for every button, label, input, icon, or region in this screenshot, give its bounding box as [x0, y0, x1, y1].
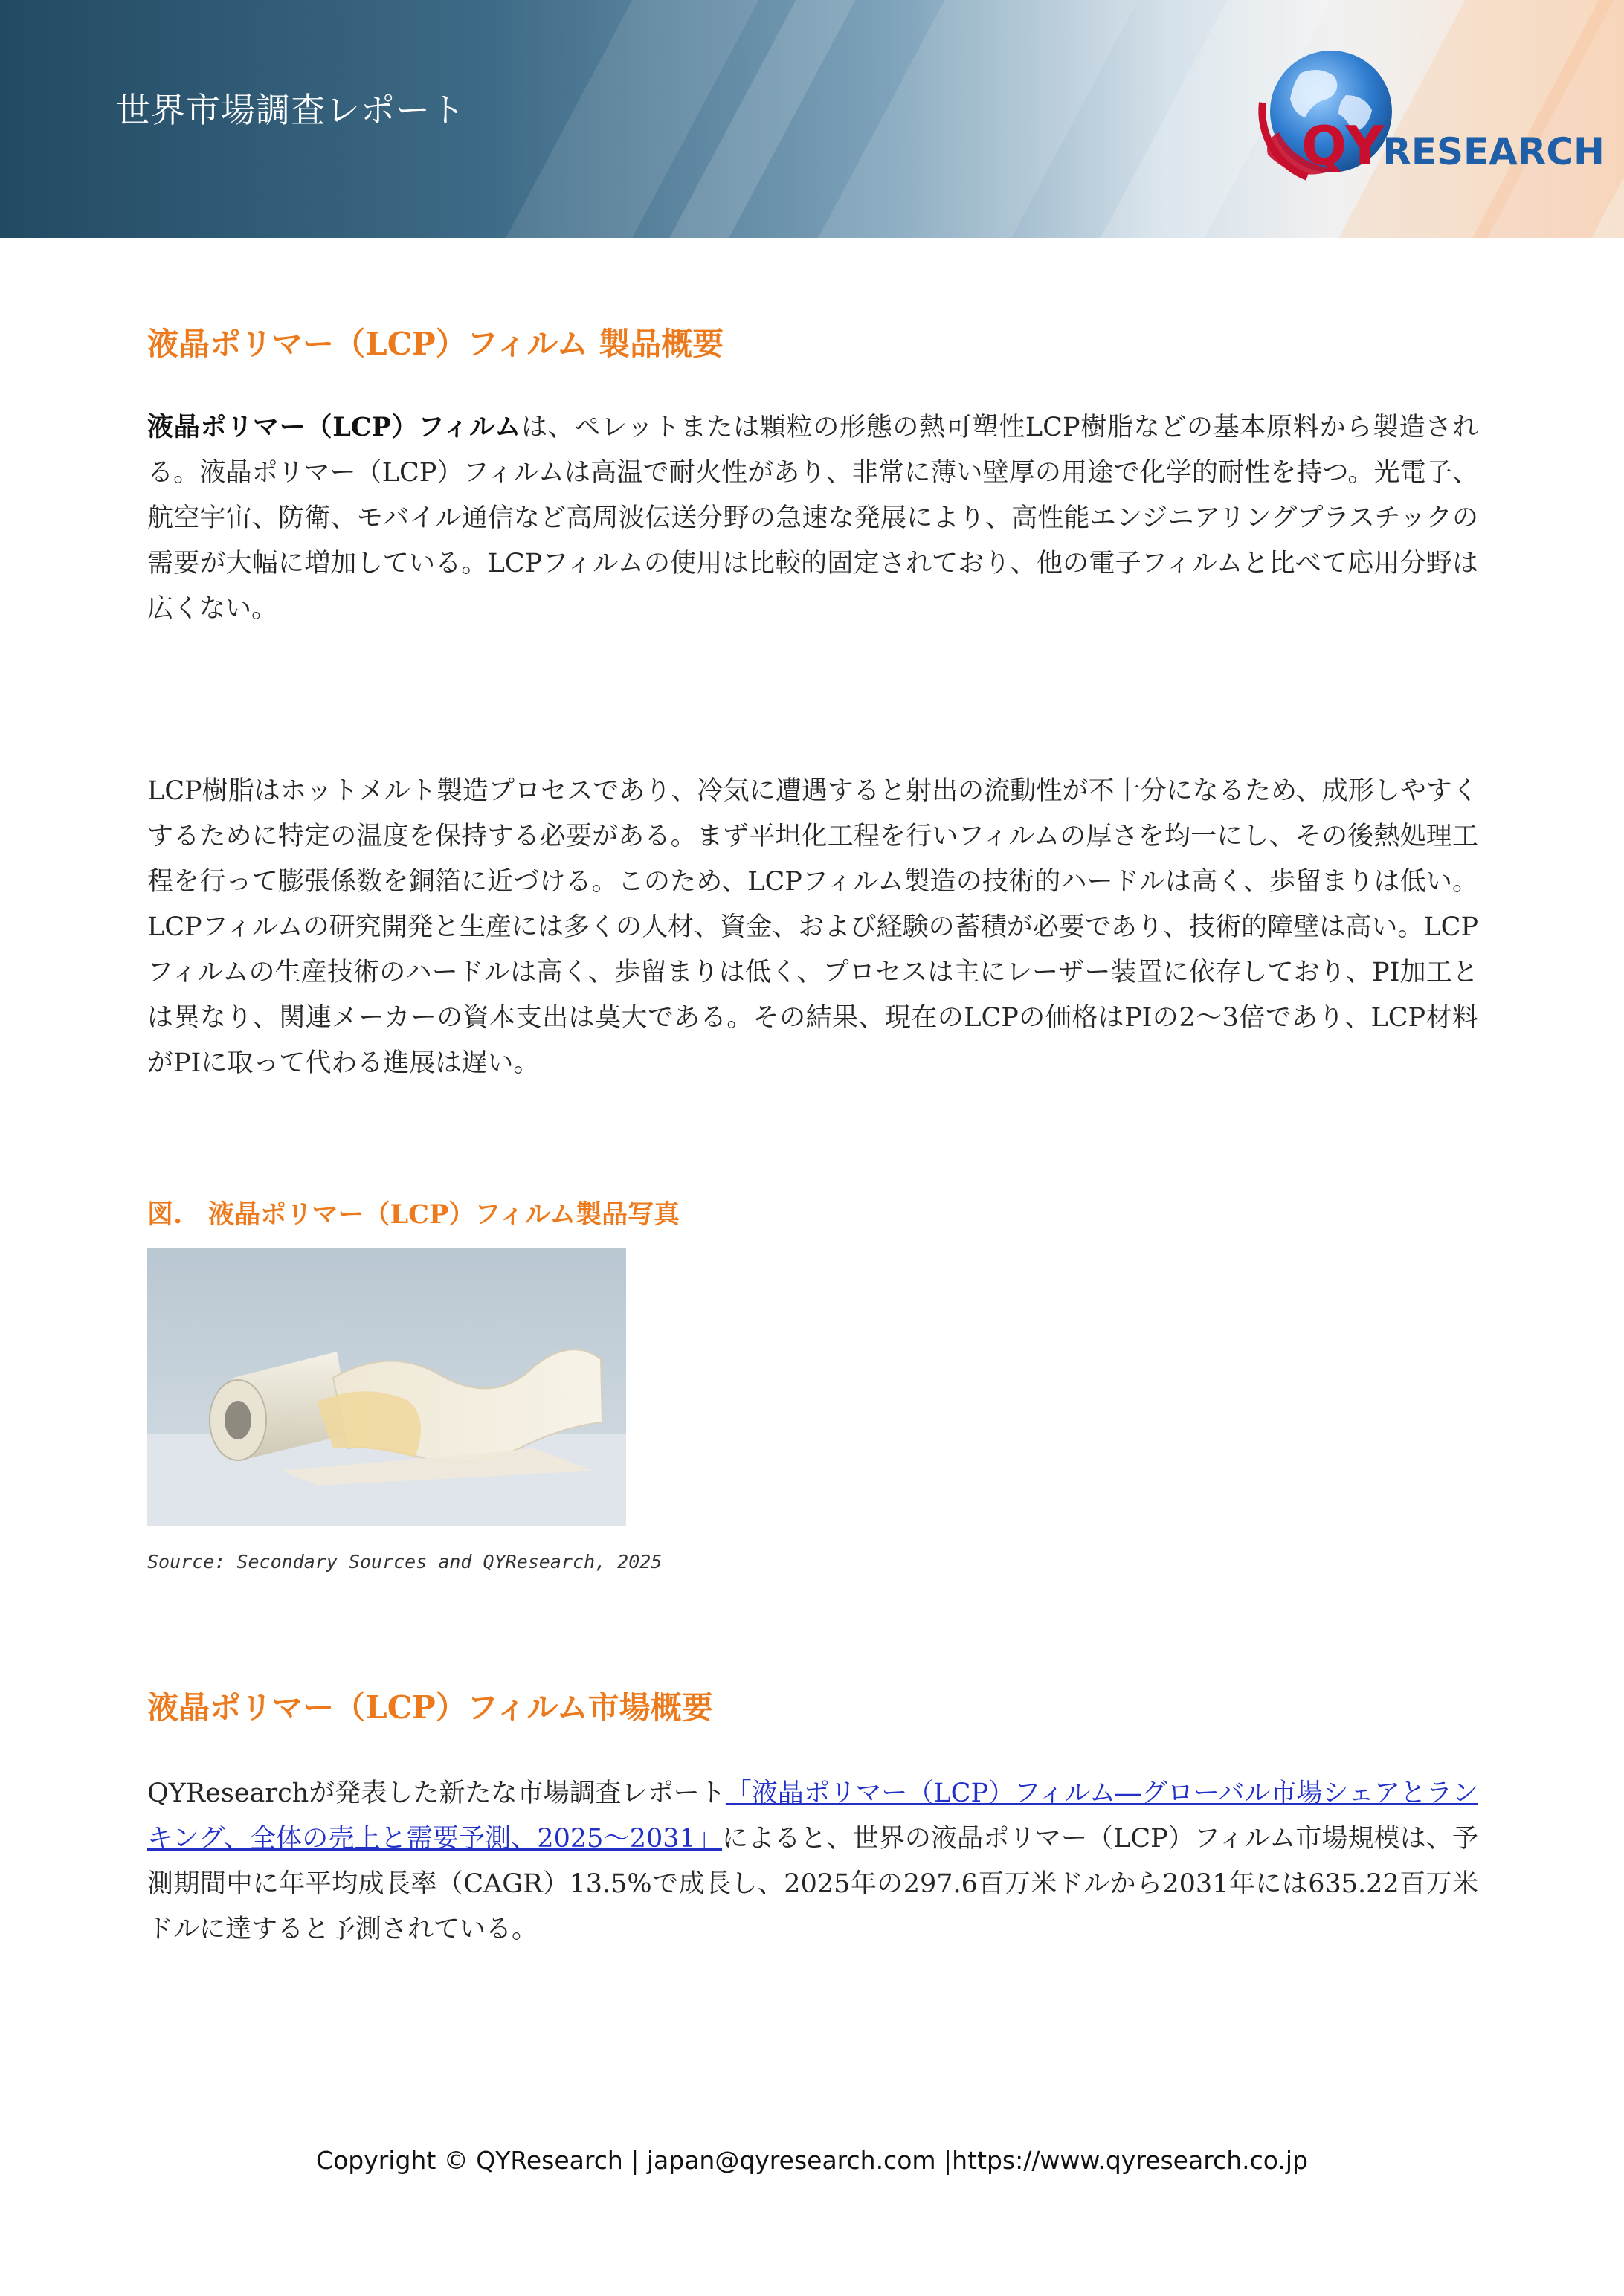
lcp-film-product-photo: [147, 1248, 626, 1526]
banner-title: 世界市場調査レポート: [116, 90, 465, 130]
figure-source: Source: Secondary Sources and QYResearch, 2025: [147, 1551, 663, 1573]
market-para-suffix: によると、世界の液晶ポリマー（LCP）フィルム市場規模は、予測期間中に年平均成長率（CAGR）13.5%で成長し、2025年の297.6百万米ドルから2031年には635.22百万米ドルに達すると予測されている。: [147, 1824, 1478, 1944]
market-overview-heading: 液晶ポリマー（LCP）フィルム市場概要: [147, 1689, 713, 1726]
product-name-bold: 液晶ポリマー（LCP）フィルム: [147, 412, 521, 442]
footer-copyright: Copyright © QYResearch | japan@qyresearch.com |https://www.qyresearch.co.jp: [316, 2146, 1308, 2175]
header-banner: [0, 0, 1624, 238]
market-para-prefix: QYResearchが発表した新たな市場調査レポート: [147, 1779, 726, 1808]
figure-caption: 図. 液晶ポリマー（LCP）フィルム製品写真: [147, 1199, 680, 1230]
report-link[interactable]: 「液晶ポリマー（LCP）フィルム―グローバル市場シェアとランキング、全体の売上と需要予測、2025～2031」: [147, 1779, 1478, 1854]
product-overview-para1: [147, 404, 1478, 632]
market-overview-heading-wrap: [147, 1683, 1478, 1728]
market-overview-para: [147, 1771, 1478, 1952]
product-overview-heading: 液晶ポリマー（LCP）フィルム 製品概要: [147, 326, 724, 362]
figure-caption-wrap: [147, 1194, 1478, 1231]
para1-text: は、ペレットまたは顆粒の形態の熱可塑性LCP樹脂などの基本原料から製造される。液晶ポリマー（LCP）フィルムは高温で耐火性があり、非常に薄い壁厚の用途で化学的耐性を持つ。光電子、航空宇宙、防衛、モバイル通信など高周波伝送分野の急速な発展により、高性能エンジニアリングプラスチックの需要が大幅に増加している。LCPフィルムの使用は比較的固定されており、他の電子フィルムと比べて応用分野は広くない。: [147, 413, 1478, 624]
product-overview-heading-wrap: [147, 320, 1478, 364]
para2-text: LCP樹脂はホットメルト製造プロセスであり、冷気に遭遇すると射出の流動性が不十分になるため、成形しやすくするために特定の温度を保持する必要がある。まず平坦化工程を行いフィルムの厚さを均一にし、その後熱処理工程を行って膨張係数を銅箔に近づける。このため、LCPフィルム製造の技術的ハードルは高く、歩留まりは低い。LCPフィルムの研究開発と生産には多くの人材、資金、および経験の蓄積が必要であり、技術的障壁は高い。LCPフィルムの生産技術のハードルは高く、歩留まりは低く、プロセスは主にレーザー装置に依存しており、PI加工とは異なり、関連メーカーの資本支出は莫大である。その結果、現在のLCPの価格はPIの2～3倍であり、LCP材料がPIに取って代わる進展は遅い。: [147, 776, 1478, 1078]
product-overview-para2: [147, 769, 1478, 1086]
qyresearch-logo-text: QYRESEARCH: [1301, 115, 1605, 177]
